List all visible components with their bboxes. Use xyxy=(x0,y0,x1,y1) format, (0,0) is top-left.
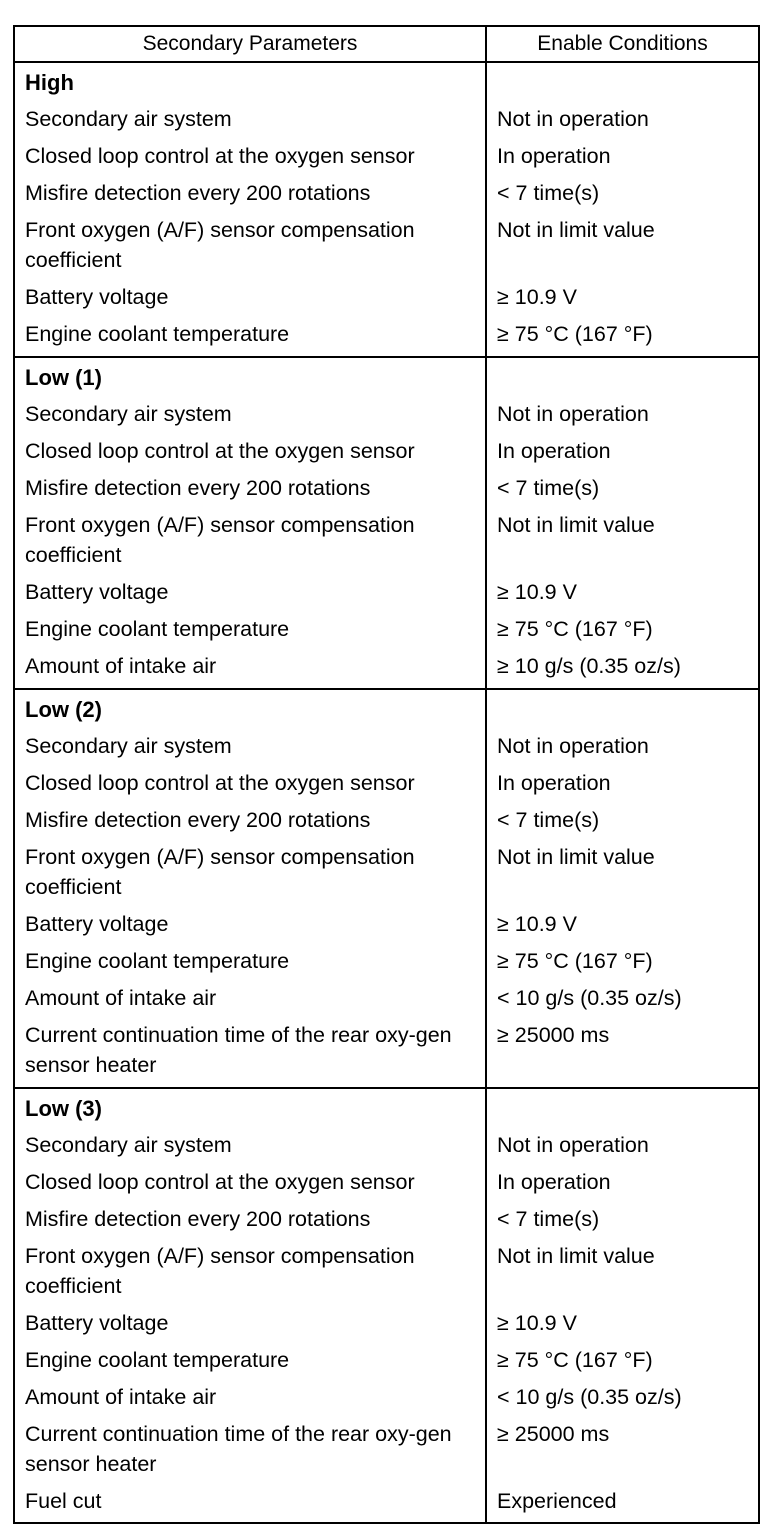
condition-cell: In operation xyxy=(497,1170,611,1194)
table-row xyxy=(15,316,758,353)
condition-cell: In operation xyxy=(497,439,611,463)
condition-cell: Not in operation xyxy=(497,1133,649,1157)
condition-cell: < 10 g/s (0.35 oz/s) xyxy=(497,986,682,1010)
condition-cell: In operation xyxy=(497,144,611,168)
table-row xyxy=(15,433,758,470)
condition-group xyxy=(15,358,758,690)
parameter-cell: Front oxygen (A/F) sensor compensation coefficient xyxy=(25,218,415,272)
table-row xyxy=(15,1305,758,1342)
table-row xyxy=(15,765,758,802)
condition-group xyxy=(15,690,758,1089)
parameter-cell: Misfire detection every 200 rotations xyxy=(25,181,371,205)
parameter-cell: Fuel cut xyxy=(25,1489,102,1513)
condition-cell: ≥ 25000 ms xyxy=(497,1023,610,1047)
table-row xyxy=(15,1164,758,1201)
condition-cell: ≥ 75 °C (167 °F) xyxy=(497,322,653,346)
table-row xyxy=(15,175,758,212)
table-row xyxy=(15,1483,758,1520)
parameter-cell: Closed loop control at the oxygen sensor xyxy=(25,144,415,168)
table-row xyxy=(15,906,758,943)
condition-cell: ≥ 75 °C (167 °F) xyxy=(497,1348,653,1372)
table-row xyxy=(15,943,758,980)
condition-cell: ≥ 10 g/s (0.35 oz/s) xyxy=(497,654,681,678)
table-row xyxy=(15,1201,758,1238)
condition-group xyxy=(15,1089,758,1522)
table-row xyxy=(15,1127,758,1164)
condition-cell: ≥ 10.9 V xyxy=(497,1311,577,1335)
parameter-cell: Battery voltage xyxy=(25,912,169,936)
group-title: Low (1) xyxy=(25,365,102,390)
table-row xyxy=(15,728,758,765)
parameter-cell: Amount of intake air xyxy=(25,986,217,1010)
parameter-cell: Front oxygen (A/F) sensor compensation coefficient xyxy=(25,1244,415,1298)
header-secondary-parameters: Secondary Parameters xyxy=(15,27,487,61)
condition-cell: ≥ 10.9 V xyxy=(497,580,577,604)
parameter-cell: Front oxygen (A/F) sensor compensation coefficient xyxy=(25,513,415,567)
parameter-cell: Engine coolant temperature xyxy=(25,322,290,346)
parameter-cell: Misfire detection every 200 rotations xyxy=(25,476,371,500)
parameter-cell: Closed loop control at the oxygen sensor xyxy=(25,1170,415,1194)
condition-cell: Not in limit value xyxy=(497,218,655,242)
parameter-cell: Engine coolant temperature xyxy=(25,949,290,973)
parameter-cell: Amount of intake air xyxy=(25,1385,217,1409)
group-title: High xyxy=(25,70,74,95)
table-row xyxy=(15,279,758,316)
parameter-cell: Battery voltage xyxy=(25,580,169,604)
condition-cell: In operation xyxy=(497,771,611,795)
condition-cell: < 10 g/s (0.35 oz/s) xyxy=(497,1385,682,1409)
table-row xyxy=(15,802,758,839)
condition-cell: ≥ 25000 ms xyxy=(497,1422,610,1446)
condition-cell: Not in limit value xyxy=(497,1244,655,1268)
parameter-cell: Current continuation time of the rear oxy-gen sensor heater xyxy=(25,1422,452,1476)
parameter-cell: Closed loop control at the oxygen sensor xyxy=(25,771,415,795)
table-header xyxy=(15,27,758,63)
condition-cell: ≥ 10.9 V xyxy=(497,912,577,936)
table-row xyxy=(15,507,758,574)
table-row xyxy=(15,839,758,906)
table-row xyxy=(15,1238,758,1305)
header-enable-conditions: Enable Conditions xyxy=(537,32,708,55)
table-row xyxy=(15,470,758,507)
condition-cell: ≥ 10.9 V xyxy=(497,285,577,309)
parameter-cell: Secondary air system xyxy=(25,402,232,426)
condition-cell: Not in operation xyxy=(497,107,649,131)
table-row xyxy=(15,1342,758,1379)
condition-cell: ≥ 75 °C (167 °F) xyxy=(497,617,653,641)
parameter-cell: Battery voltage xyxy=(25,285,169,309)
condition-cell: < 7 time(s) xyxy=(497,476,600,500)
group-title: Low (2) xyxy=(25,697,102,722)
condition-cell: ≥ 75 °C (167 °F) xyxy=(497,949,653,973)
table-row xyxy=(15,138,758,175)
parameter-cell: Engine coolant temperature xyxy=(25,1348,290,1372)
table-row xyxy=(15,1416,758,1483)
table-row xyxy=(15,1379,758,1416)
table-body xyxy=(15,63,758,1522)
table-row xyxy=(15,212,758,279)
parameter-cell: Battery voltage xyxy=(25,1311,169,1335)
condition-cell: Not in operation xyxy=(497,734,649,758)
condition-cell: Not in operation xyxy=(497,402,649,426)
parameter-cell: Current continuation time of the rear oxy-gen sensor heater xyxy=(25,1023,452,1077)
condition-cell: Not in limit value xyxy=(497,845,655,869)
enable-conditions-table xyxy=(13,25,760,1524)
parameter-cell: Secondary air system xyxy=(25,734,232,758)
table-row xyxy=(15,396,758,433)
table-row xyxy=(15,1017,758,1084)
parameter-cell: Misfire detection every 200 rotations xyxy=(25,1207,371,1231)
table-row xyxy=(15,980,758,1017)
table-row xyxy=(15,611,758,648)
table-row xyxy=(15,574,758,611)
parameter-cell: Amount of intake air xyxy=(25,654,217,678)
table-row xyxy=(15,101,758,138)
condition-cell: Experienced xyxy=(497,1489,617,1513)
column-divider xyxy=(485,63,487,1522)
parameter-cell: Secondary air system xyxy=(25,1133,232,1157)
parameter-cell: Misfire detection every 200 rotations xyxy=(25,808,371,832)
parameter-cell: Engine coolant temperature xyxy=(25,617,290,641)
table-row xyxy=(15,648,758,685)
condition-cell: < 7 time(s) xyxy=(497,808,600,832)
parameter-cell: Closed loop control at the oxygen sensor xyxy=(25,439,415,463)
parameter-cell: Front oxygen (A/F) sensor compensation coefficient xyxy=(25,845,415,899)
parameter-cell: Secondary air system xyxy=(25,107,232,131)
condition-cell: < 7 time(s) xyxy=(497,181,600,205)
condition-cell: < 7 time(s) xyxy=(497,1207,600,1231)
condition-group xyxy=(15,63,758,358)
condition-cell: Not in limit value xyxy=(497,513,655,537)
group-title: Low (3) xyxy=(25,1096,102,1121)
